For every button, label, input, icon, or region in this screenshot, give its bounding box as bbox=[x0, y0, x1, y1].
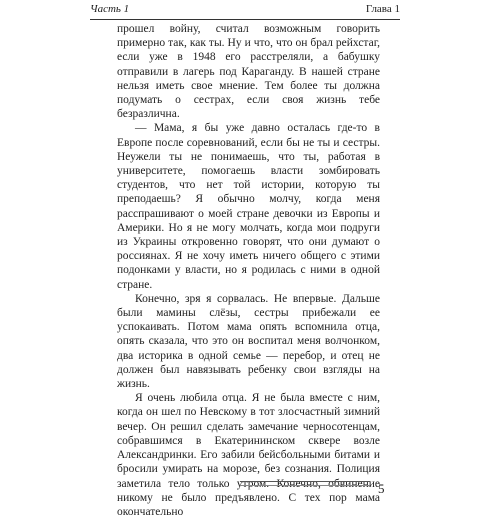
paragraph-1: прошел войну, считал возможным говорить примерно так, как ты. Ну и что, что он брал рейхстаг, если уже в 1948 его расстреляли, а бабушку отправили в лагерь под Караганду. В нашей стране нельзя иметь свое мнение. Тем более ты должна подумать о сестрах, если своя жизнь тебе безразлична. bbox=[117, 23, 380, 121]
paragraph-3: Конечно, зря я сорвалась. Не впервые. Дальше были мамины слёзы, сестры прибежали ее успокаивать. Потом мама опять вспомнила отца, опять сказала, что это он воспитал меня волчонком, два историка в одной семье — перебор, и отец не должен был навязывать ребенку свои взгляды на жизнь. bbox=[117, 292, 380, 391]
footer-rule bbox=[240, 481, 370, 482]
page-body bbox=[117, 22, 380, 519]
paragraph-4: Я очень любила отца. Я не была вместе с ним, когда он шел по Невскому в тот злосчастный зимний вечер. Он решил сделать замечание черносотенцам, собравшимся в Екатерининском сквере возле Александринки. Его забили бейсбольными битами и бросили умирать на морозе, без сознания. Полиция заметила тело только утром. Конечно, обвинение никому не было предъявлено. С тех пор мама окончательно bbox=[117, 392, 380, 518]
header-chapter: Глава 1 bbox=[365, 3, 400, 15]
footer-rule-thin bbox=[240, 485, 370, 486]
paragraph-2: — Мама, я бы уже давно осталась где-то в Европе после соревнований, если бы не ты и сестры. Неужели ты не понимаешь, что ты, работая в университете, помогаешь власти зомбировать студентов, что нет той истории, которую ты преподаешь? Я обычно молчу, когда меня расспрашивают о моей стране девочки из Европы и Америки. Но я не могу молчать, когда мои подруги из Украины откровенно говорят, что они думают о россиянах. Я не хочу иметь ничего общего с этими подонками у власти, но я родилась с ними в одной стране. bbox=[117, 122, 380, 291]
running-header bbox=[90, 3, 400, 19]
header-part: Часть 1 bbox=[90, 3, 130, 15]
header-rule bbox=[90, 19, 400, 20]
page-number: 5 bbox=[378, 481, 385, 496]
